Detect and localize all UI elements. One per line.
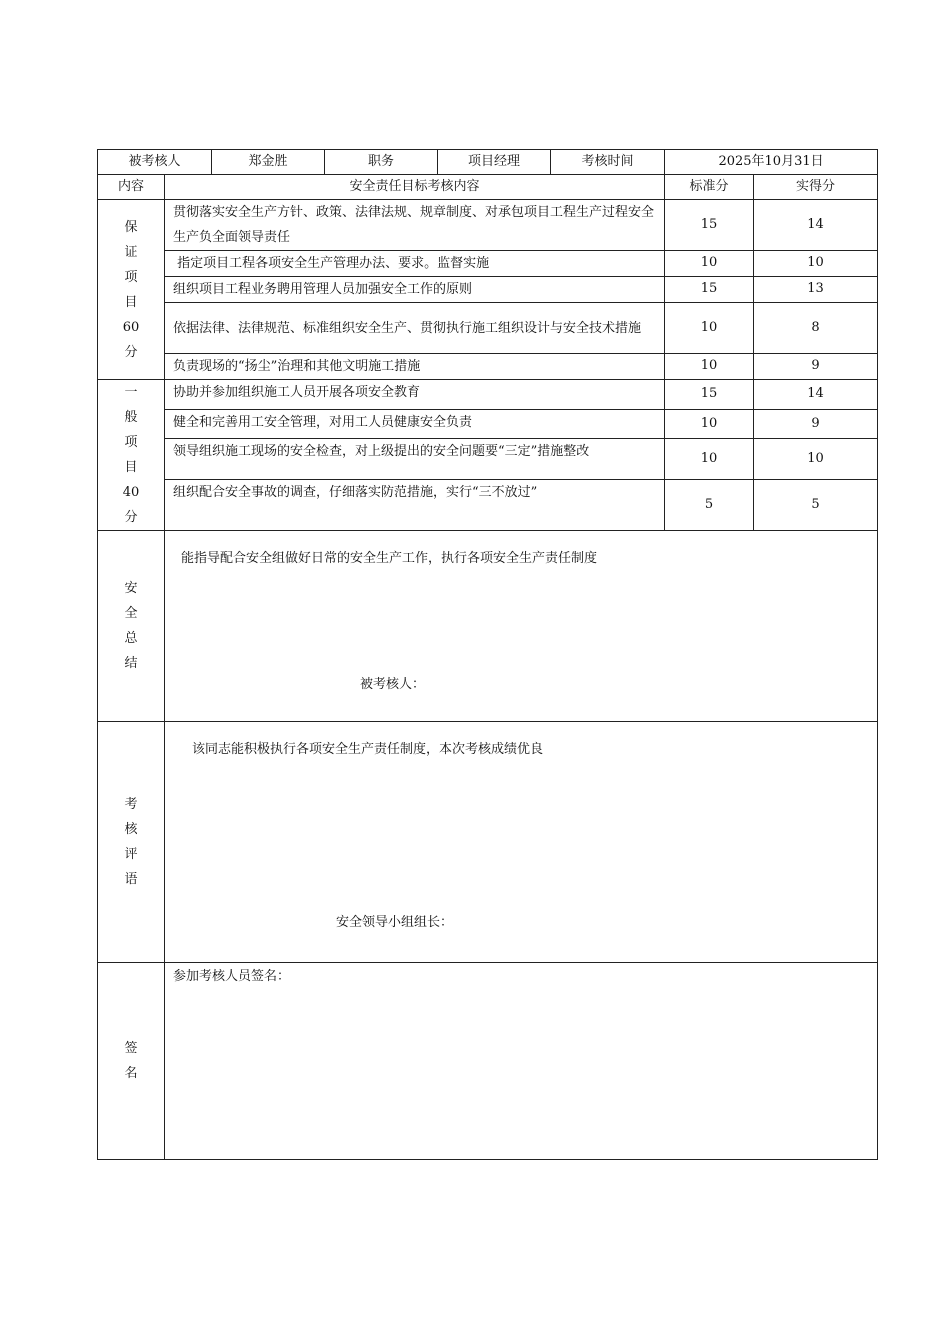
col-standard: 标准分 (665, 175, 754, 200)
assessee-label: 被考核人 (98, 150, 212, 175)
item-text: 指定项目工程各项安全生产管理办法、要求。监督实施 (165, 251, 665, 277)
guaranteed-row (98, 277, 878, 303)
comment-text: 该同志能积极执行各项安全生产责任制度，本次考核成绩优良 (192, 742, 544, 757)
assessment-form (97, 149, 878, 1160)
item-text: 协助并参加组织施工人员开展各项安全教育 (165, 380, 665, 410)
signature-label: 签 名 (98, 963, 165, 1160)
actual-score: 9 (754, 410, 878, 439)
actual-score: 9 (754, 354, 878, 380)
summary-content (165, 531, 878, 722)
position-label: 职务 (325, 150, 438, 175)
standard-score: 10 (665, 410, 754, 439)
guaranteed-row (98, 303, 878, 354)
item-text: 依据法律、法律规范、标准组织安全生产、贯彻执行施工组织设计与安全技术措施 (165, 303, 665, 354)
standard-score: 15 (665, 380, 754, 410)
col-target: 安全责任目标考核内容 (165, 175, 665, 200)
standard-score: 15 (665, 200, 754, 251)
item-text: 领导组织施工现场的安全检查，对上级提出的安全问题要“三定”措施整改 (165, 439, 665, 479)
actual-score: 10 (754, 439, 878, 479)
col-actual: 实得分 (754, 175, 878, 200)
standard-score: 15 (665, 277, 754, 303)
item-text: 组织项目工程业务聘用管理人员加强安全工作的原则 (165, 277, 665, 303)
comment-label: 考 核 评 语 (98, 722, 165, 963)
column-header-row (98, 175, 878, 200)
standard-score: 10 (665, 354, 754, 380)
actual-score: 14 (754, 380, 878, 410)
position-value: 项目经理 (438, 150, 551, 175)
general-row (98, 479, 878, 530)
actual-score: 10 (754, 251, 878, 277)
guaranteed-label: 保 证 项 目 60 分 (98, 200, 165, 380)
actual-score: 14 (754, 200, 878, 251)
time-label: 考核时间 (551, 150, 665, 175)
general-row (98, 380, 878, 410)
summary-sign-label: 被考核人： (360, 677, 426, 692)
signature-row (98, 963, 878, 1160)
standard-score: 10 (665, 439, 754, 479)
general-label: 一 般 项 目 40 分 (98, 380, 165, 531)
signature-text: 参加考核人员签名： (173, 969, 291, 984)
assessee-name: 郑金胜 (212, 150, 325, 175)
item-text: 负责现场的“扬尘”治理和其他文明施工措施 (165, 354, 665, 380)
header-row (98, 150, 878, 175)
comment-sign-label: 安全领导小组组长： (336, 915, 454, 930)
summary-row (98, 531, 878, 722)
actual-score: 13 (754, 277, 878, 303)
comment-content (165, 722, 878, 963)
actual-score: 8 (754, 303, 878, 354)
guaranteed-row (98, 200, 878, 251)
item-text: 组织配合安全事故的调查，仔细落实防范措施，实行“三不放过” (165, 479, 665, 530)
summary-text: 能指导配合安全组做好日常的安全生产工作，执行各项安全生产责任制度 (181, 551, 598, 566)
actual-score: 5 (754, 479, 878, 530)
guaranteed-row (98, 354, 878, 380)
standard-score: 5 (665, 479, 754, 530)
signature-content (165, 963, 878, 1160)
summary-label: 安 全 总 结 (98, 531, 165, 722)
time-value: 2025年10月31日 (665, 150, 878, 175)
standard-score: 10 (665, 303, 754, 354)
item-text: 健全和完善用工安全管理，对用工人员健康安全负责 (165, 410, 665, 439)
item-text: 贯彻落实安全生产方针、政策、法律法规、规章制度、对承包项目工程生产过程安全生产负全面领导责任 (165, 200, 665, 251)
comment-row (98, 722, 878, 963)
guaranteed-row (98, 251, 878, 277)
col-content: 内容 (98, 175, 165, 200)
general-row (98, 439, 878, 479)
general-row (98, 410, 878, 439)
standard-score: 10 (665, 251, 754, 277)
